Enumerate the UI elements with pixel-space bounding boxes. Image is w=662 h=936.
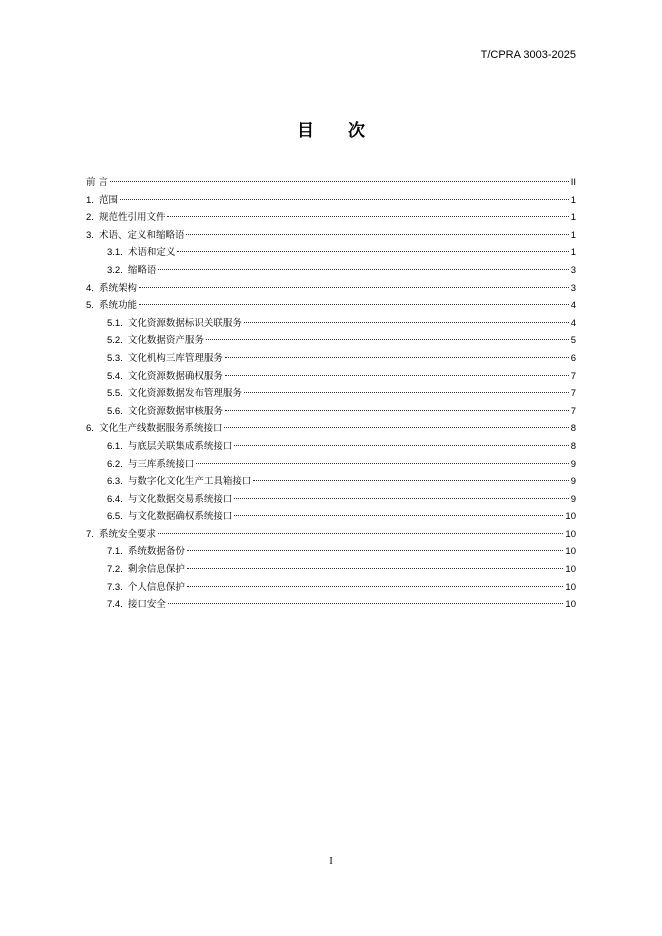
toc-entry-title: 范围 <box>98 194 118 206</box>
table-of-contents <box>86 174 576 614</box>
toc-entry-number: 6.3. <box>107 476 123 488</box>
toc-entry[interactable] <box>86 244 576 262</box>
toc-entry-page: 8 <box>570 423 576 435</box>
toc-entry-page: 7 <box>570 405 576 417</box>
toc-entry[interactable] <box>86 368 576 386</box>
toc-dot-leader <box>234 515 563 516</box>
toc-entry-title: 与底层关联集成系统接口 <box>127 440 233 452</box>
toc-dot-leader <box>225 357 569 358</box>
toc-entry-title: 系统功能 <box>98 300 137 312</box>
toc-dot-leader <box>244 322 569 323</box>
toc-entry-page: 7 <box>570 370 576 382</box>
toc-entry[interactable] <box>86 174 576 192</box>
toc-entry-number: 6.2. <box>107 458 123 470</box>
toc-entry-number: 5.6. <box>107 405 123 417</box>
toc-entry-page: 3 <box>570 264 576 276</box>
toc-dot-leader <box>168 603 564 604</box>
toc-entry-number: 5.3. <box>107 352 123 364</box>
toc-dot-leader <box>225 375 569 376</box>
toc-dot-leader <box>234 498 568 499</box>
toc-entry[interactable] <box>86 596 576 614</box>
toc-entry-page: 9 <box>570 493 576 505</box>
toc-entry-title: 文化生产线数据服务系统接口 <box>98 423 223 435</box>
toc-dot-leader <box>139 287 569 288</box>
toc-entry-title: 文化数据资产服务 <box>127 335 204 347</box>
toc-entry-title: 文化资源数据审核服务 <box>127 405 223 417</box>
toc-entry-page: 10 <box>565 564 576 576</box>
toc-entry-number: 3.1. <box>107 247 123 259</box>
toc-entry-number: 7.3. <box>107 581 123 593</box>
toc-dot-leader <box>167 216 568 217</box>
toc-dot-leader <box>196 463 568 464</box>
toc-entry-title: 系统架构 <box>98 282 137 294</box>
toc-entry-page: 6 <box>570 352 576 364</box>
toc-entry-title: 文化资源数据发布管理服务 <box>127 388 242 400</box>
toc-dot-leader <box>120 199 569 200</box>
toc-entry-title: 与文化数据确权系统接口 <box>127 511 233 523</box>
toc-entry-page: 10 <box>565 511 576 523</box>
toc-entry-page: II <box>570 177 576 188</box>
toc-dot-leader <box>158 533 563 534</box>
toc-entry-page: 10 <box>565 528 576 540</box>
toc-entry-number: 5.2. <box>107 335 123 347</box>
toc-dot-leader <box>177 251 568 252</box>
toc-entry-page: 1 <box>570 194 576 206</box>
toc-dot-leader <box>186 234 568 235</box>
toc-entry-title: 规范性引用文件 <box>98 212 166 224</box>
toc-entry-number: 3.2. <box>107 264 123 276</box>
toc-entry[interactable] <box>86 192 576 210</box>
toc-entry-title: 文化机构三库管理服务 <box>127 352 223 364</box>
toc-entry-number: 6. <box>86 423 94 435</box>
toc-entry-page: 1 <box>570 229 576 241</box>
toc-entry[interactable] <box>86 315 576 333</box>
toc-entry[interactable] <box>86 543 576 561</box>
toc-entry-title: 术语和定义 <box>127 247 176 259</box>
toc-dot-leader <box>187 550 564 551</box>
page-number: I <box>329 856 333 867</box>
toc-entry-page: 9 <box>570 458 576 470</box>
toc-entry-page: 1 <box>570 247 576 259</box>
toc-entry[interactable] <box>86 579 576 597</box>
toc-entry[interactable] <box>86 209 576 227</box>
toc-entry-title: 系统数据备份 <box>127 546 185 558</box>
toc-title: 目 次 <box>297 121 379 141</box>
toc-dot-leader <box>224 427 568 428</box>
toc-entry[interactable] <box>86 508 576 526</box>
toc-entry-page: 8 <box>570 440 576 452</box>
toc-entry[interactable] <box>86 297 576 315</box>
toc-entry-page: 5 <box>570 335 576 347</box>
toc-entry-number: 4. <box>86 282 94 294</box>
toc-entry-number: 6.1. <box>107 440 123 452</box>
standard-code: T/CPRA 3003-2025 <box>480 49 576 61</box>
toc-entry-title: 与数字化文化生产工具箱接口 <box>127 476 252 488</box>
toc-entry-number: 7.1. <box>107 546 123 558</box>
toc-entry-page: 9 <box>570 476 576 488</box>
toc-entry[interactable] <box>86 385 576 403</box>
toc-entry-title: 前 言 <box>86 177 109 188</box>
toc-entry-title: 系统安全要求 <box>98 528 156 540</box>
toc-entry-page: 1 <box>570 212 576 224</box>
toc-entry-title: 术语、定义和缩略语 <box>98 229 185 241</box>
toc-entry[interactable] <box>86 350 576 368</box>
toc-entry-number: 7. <box>86 528 94 540</box>
toc-entry-number: 6.4. <box>107 493 123 505</box>
toc-entry-number: 6.5. <box>107 511 123 523</box>
toc-entry[interactable] <box>86 438 576 456</box>
toc-entry[interactable] <box>86 456 576 474</box>
toc-dot-leader <box>244 392 569 393</box>
toc-entry-page: 3 <box>570 282 576 294</box>
toc-entry[interactable] <box>86 561 576 579</box>
toc-entry-title: 与三库系统接口 <box>127 458 195 470</box>
toc-entry-number: 3. <box>86 229 94 241</box>
toc-entry-page: 10 <box>565 581 576 593</box>
toc-dot-leader <box>225 410 569 411</box>
toc-entry-page: 4 <box>570 317 576 329</box>
toc-dot-leader <box>187 568 564 569</box>
toc-entry[interactable] <box>86 280 576 298</box>
toc-entry-title: 剩余信息保护 <box>127 564 185 576</box>
toc-dot-leader <box>187 586 564 587</box>
toc-entry-number: 5.1. <box>107 317 123 329</box>
toc-dot-leader <box>110 181 569 182</box>
toc-entry-title: 与文化数据交易系统接口 <box>127 493 233 505</box>
toc-dot-leader <box>139 304 569 305</box>
toc-dot-leader <box>158 269 568 270</box>
toc-entry-number: 7.2. <box>107 564 123 576</box>
toc-entry-number: 1. <box>86 194 94 206</box>
toc-entry[interactable] <box>86 332 576 350</box>
toc-entry-number: 5.4. <box>107 370 123 382</box>
toc-dot-leader <box>206 339 569 340</box>
toc-entry-page: 10 <box>565 546 576 558</box>
toc-entry[interactable] <box>86 262 576 280</box>
toc-entry[interactable] <box>86 403 576 421</box>
toc-entry-title: 文化资源数据标识关联服务 <box>127 317 242 329</box>
toc-entry[interactable] <box>86 420 576 438</box>
toc-entry-number: 5. <box>86 300 94 312</box>
toc-entry-title: 接口安全 <box>127 599 166 611</box>
toc-entry-number: 5.5. <box>107 388 123 400</box>
toc-entry-page: 7 <box>570 388 576 400</box>
toc-entry-number: 7.4. <box>107 599 123 611</box>
toc-entry-title: 个人信息保护 <box>127 581 185 593</box>
toc-entry-page: 4 <box>570 300 576 312</box>
toc-entry[interactable] <box>86 526 576 544</box>
toc-entry-title: 缩略语 <box>127 264 157 276</box>
toc-entry[interactable] <box>86 491 576 509</box>
toc-dot-leader <box>234 445 568 446</box>
toc-entry-title: 文化资源数据确权服务 <box>127 370 223 382</box>
toc-entry-number: 2. <box>86 212 94 224</box>
toc-entry-page: 10 <box>565 599 576 611</box>
toc-entry[interactable] <box>86 227 576 245</box>
toc-entry[interactable] <box>86 473 576 491</box>
toc-dot-leader <box>253 480 568 481</box>
